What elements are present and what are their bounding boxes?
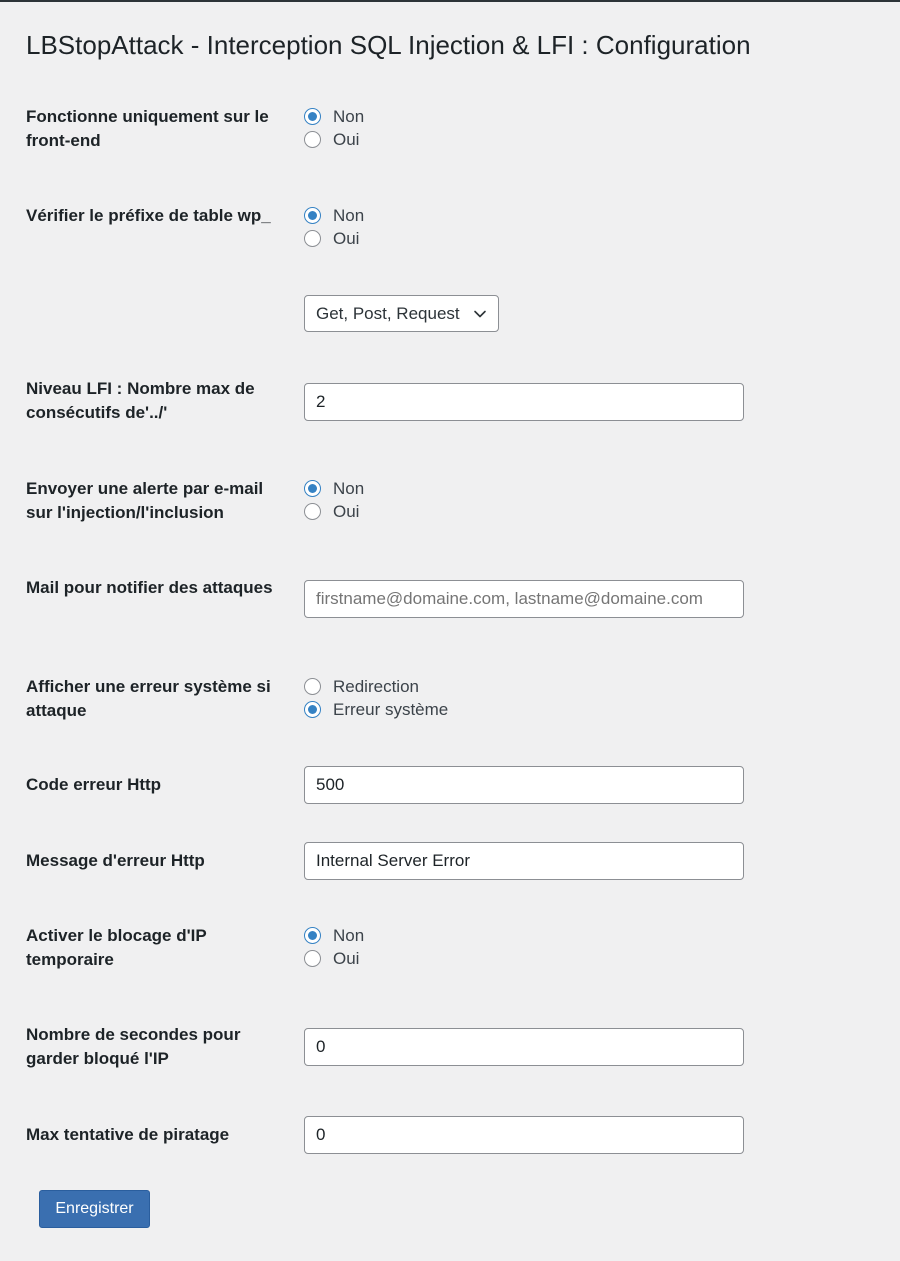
radio-label: Non	[333, 926, 365, 945]
radio-unchecked-icon[interactable]	[304, 950, 321, 967]
lfi-level-label: Niveau LFI : Nombre max de consécutifs de'../'	[26, 379, 255, 422]
http-message-input[interactable]	[304, 842, 744, 880]
http-code-input[interactable]	[304, 766, 744, 804]
max-attempts-label: Max tentative de piratage	[26, 1125, 230, 1144]
frontend-only-label: Fonctionne uniquement sur le front-end	[26, 107, 269, 150]
email-alert-radio-group	[304, 477, 364, 523]
radio-label: Oui	[333, 229, 360, 248]
notify-mail-label: Mail pour notifier des attaques	[26, 578, 273, 597]
radio-label: Non	[333, 479, 365, 498]
system-error-option-erreur-systeme[interactable]	[304, 698, 448, 721]
check-prefix-label: Vérifier le préfixe de table wp_	[26, 206, 271, 225]
request-methods-value: Get, Post, Request	[316, 303, 460, 323]
system-error-label: Afficher une erreur système si attaque	[26, 677, 271, 720]
block-seconds-input[interactable]	[304, 1028, 744, 1066]
frontend-only-option-non[interactable]	[304, 105, 364, 128]
ip-block-option-oui[interactable]	[304, 947, 364, 970]
frontend-only-radio-group	[304, 105, 364, 151]
system-error-option-redirection[interactable]	[304, 675, 448, 698]
save-button[interactable]: Enregistrer	[39, 1190, 150, 1228]
request-methods-select[interactable]	[304, 295, 499, 332]
check-prefix-option-non[interactable]	[304, 204, 364, 227]
radio-checked-icon[interactable]	[304, 927, 321, 944]
lfi-level-input[interactable]	[304, 383, 744, 421]
block-seconds-label: Nombre de secondes pour garder bloqué l'IP	[26, 1025, 241, 1068]
radio-label: Non	[333, 206, 365, 225]
radio-unchecked-icon[interactable]	[304, 678, 321, 695]
check-prefix-option-oui[interactable]	[304, 227, 364, 250]
radio-label: Redirection	[333, 677, 419, 696]
radio-label: Oui	[333, 949, 360, 968]
email-alert-option-oui[interactable]	[304, 500, 364, 523]
http-code-label: Code erreur Http	[26, 775, 162, 794]
system-error-radio-group	[304, 675, 448, 721]
frontend-only-option-oui[interactable]	[304, 128, 364, 151]
email-alert-option-non[interactable]	[304, 477, 364, 500]
email-alert-label: Envoyer une alerte par e-mail sur l'injection/l'inclusion	[26, 479, 264, 522]
radio-unchecked-icon[interactable]	[304, 230, 321, 247]
ip-block-option-non[interactable]	[304, 924, 364, 947]
chevron-down-icon	[473, 307, 487, 321]
ip-block-radio-group	[304, 924, 364, 970]
page-title: LBStopAttack - Interception SQL Injection & LFI : Configuration	[26, 30, 751, 60]
ip-block-label: Activer le blocage d'IP temporaire	[26, 926, 207, 969]
radio-label: Non	[333, 107, 365, 126]
radio-label: Oui	[333, 502, 360, 521]
radio-unchecked-icon[interactable]	[304, 503, 321, 520]
radio-label: Erreur système	[333, 700, 449, 719]
radio-checked-icon[interactable]	[304, 701, 321, 718]
radio-checked-icon[interactable]	[304, 480, 321, 497]
radio-checked-icon[interactable]	[304, 108, 321, 125]
check-prefix-radio-group	[304, 204, 364, 250]
radio-unchecked-icon[interactable]	[304, 131, 321, 148]
notify-mail-input[interactable]	[304, 580, 744, 618]
max-attempts-input[interactable]	[304, 1116, 744, 1154]
http-message-label: Message d'erreur Http	[26, 851, 205, 870]
radio-label: Oui	[333, 130, 360, 149]
radio-checked-icon[interactable]	[304, 207, 321, 224]
